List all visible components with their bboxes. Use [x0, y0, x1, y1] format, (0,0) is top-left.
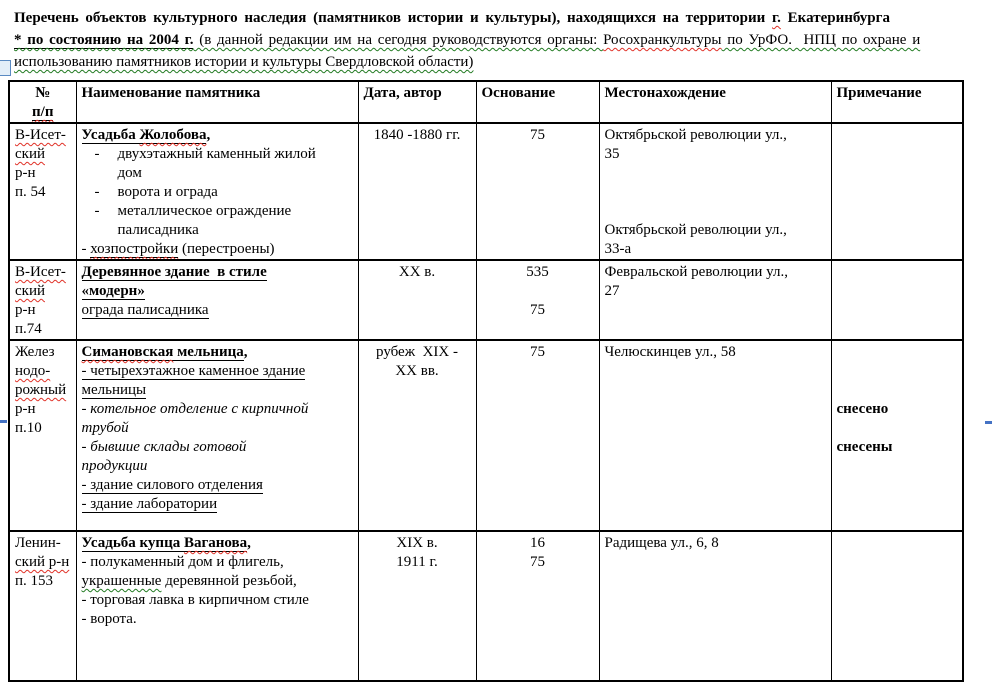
text-run: п. 54	[15, 184, 46, 200]
text-line	[15, 362, 71, 381]
text-line	[15, 282, 71, 301]
text-run: - здание силового отделения	[81, 477, 263, 493]
text-run: Симановская	[81, 344, 174, 360]
text-run: 35	[604, 146, 620, 162]
text-run: XX вв.	[395, 363, 439, 379]
text-line	[82, 282, 353, 301]
text-run: Челюскинцев ул., 58	[604, 344, 736, 360]
text-line	[82, 457, 353, 476]
table-move-handle-icon[interactable]	[0, 60, 11, 76]
cell-location-2[interactable]	[599, 260, 831, 340]
text-run: - полукаменный дом и флигель,	[81, 554, 284, 570]
text-line	[82, 84, 353, 103]
text-run: - торговая лавка в кирпичном стиле	[81, 592, 309, 608]
text-line	[15, 164, 71, 183]
text-run: мельница	[173, 344, 244, 360]
text-line	[82, 240, 353, 259]
text-run: ский р-н	[15, 554, 70, 570]
text-line	[605, 202, 826, 221]
text-run: №	[35, 85, 51, 101]
text-line	[482, 126, 594, 145]
cell-district-4[interactable]	[9, 531, 76, 681]
text-run: 16	[530, 535, 545, 551]
text-run: Ленин-	[15, 535, 61, 551]
text-line	[364, 263, 471, 282]
text-run: ,	[206, 127, 211, 143]
text-line	[605, 343, 826, 362]
header-location[interactable]	[599, 81, 831, 123]
text-line	[15, 343, 71, 362]
text-run: г.	[772, 10, 781, 26]
text-run: 75	[530, 127, 545, 143]
text-run: Желез	[15, 344, 55, 360]
table-row	[9, 123, 963, 260]
text-line	[837, 400, 958, 419]
text-run: дом	[117, 165, 142, 181]
text-run: р-н	[15, 401, 36, 417]
text-run: ,	[247, 535, 251, 551]
cell-district-3[interactable]	[9, 340, 76, 531]
text-line	[82, 263, 353, 282]
text-run: п. 153	[15, 573, 54, 589]
cell-district-2[interactable]	[9, 260, 76, 340]
text-run: по УрФО. НПЦ по охране и	[721, 32, 921, 48]
text-line	[15, 301, 71, 320]
document-title[interactable]	[14, 7, 988, 73]
text-run: В-Исет-	[15, 264, 66, 280]
text-line	[15, 263, 71, 282]
text-line	[14, 29, 988, 51]
text-run: деревянной резьбой,	[161, 573, 297, 589]
text-run: продукции	[81, 458, 148, 474]
text-line	[82, 419, 353, 438]
text-line	[15, 534, 71, 553]
text-run: рубеж XIX -	[376, 344, 458, 360]
text-run: ограда палисадника	[81, 302, 209, 318]
text-line	[14, 7, 988, 29]
text-run: р-н	[15, 302, 36, 318]
text-run: Февральской революции ул.,	[604, 264, 788, 280]
text-run: 1911 г.	[396, 554, 438, 570]
text-line	[605, 282, 826, 301]
text-line	[82, 610, 353, 629]
text-line	[837, 381, 958, 400]
text-run: 27	[604, 283, 620, 299]
text-run: использованию памятников истории и культуры Свердловской области)	[14, 54, 474, 70]
header-num[interactable]	[9, 81, 76, 123]
text-run: Дата, автор	[363, 85, 442, 101]
text-line	[605, 183, 826, 202]
text-line	[482, 343, 594, 362]
text-line	[82, 591, 353, 610]
cell-basis-2[interactable]	[476, 260, 599, 340]
text-run: Основание	[481, 85, 556, 101]
text-line	[364, 343, 471, 362]
text-run: - котельное отделение с кирпичной	[81, 401, 309, 417]
text-run: XX в.	[398, 264, 436, 280]
text-run: 75	[530, 554, 545, 570]
table-header-row	[9, 81, 963, 123]
cell-date-3[interactable]	[358, 340, 476, 531]
text-run: Местонахождение	[604, 85, 726, 101]
text-run: двухэтажный каменный жилой	[117, 146, 316, 162]
table-row	[9, 531, 963, 681]
text-run: XIX в.	[396, 535, 438, 551]
text-line	[605, 84, 826, 103]
text-run: палисадника	[117, 222, 199, 238]
text-line	[482, 263, 594, 282]
text-run: 33-а	[604, 241, 632, 257]
cell-date-4[interactable]	[358, 531, 476, 681]
text-line	[837, 419, 958, 438]
text-run: - четырехэтажное каменное здание	[81, 363, 306, 379]
cell-name-2[interactable]	[76, 260, 358, 340]
text-run: ,	[243, 344, 248, 360]
heritage-objects-table	[8, 80, 964, 682]
cell-name-1[interactable]	[76, 123, 358, 260]
text-line	[82, 362, 353, 381]
text-line	[364, 534, 471, 553]
text-line	[605, 126, 826, 145]
text-run: Радищева ул., 6, 8	[604, 535, 719, 551]
text-line	[605, 263, 826, 282]
text-line	[837, 343, 958, 362]
text-line	[82, 221, 353, 240]
left-margin-tick-icon	[0, 420, 7, 423]
text-line	[15, 84, 71, 103]
text-line	[82, 495, 353, 514]
text-run: -	[94, 146, 100, 162]
cell-name-3[interactable]	[76, 340, 358, 531]
text-line	[605, 240, 826, 259]
text-line	[82, 202, 353, 221]
header-name[interactable]	[76, 81, 358, 123]
text-line	[15, 126, 71, 145]
text-line	[605, 145, 826, 164]
text-run: ский	[15, 283, 45, 299]
text-run: рожный	[15, 382, 67, 398]
text-run: 535	[526, 264, 549, 280]
text-run: Росохранкультуры	[603, 32, 722, 48]
text-line	[837, 84, 958, 103]
cell-location-4[interactable]	[599, 531, 831, 681]
text-line	[82, 183, 353, 202]
table-row	[9, 340, 963, 531]
cell-note-3[interactable]	[831, 340, 963, 531]
text-line	[82, 145, 353, 164]
text-line	[364, 362, 471, 381]
text-run: В-Исет-	[15, 127, 66, 143]
text-run: * по состоянию на 2004 г.	[14, 32, 194, 48]
text-run: -	[94, 203, 100, 219]
cell-location-3[interactable]	[599, 340, 831, 531]
text-line	[482, 282, 594, 301]
text-line	[82, 534, 353, 553]
right-margin-tick-icon	[985, 421, 992, 424]
text-line	[482, 534, 594, 553]
text-line	[82, 381, 353, 400]
text-run: Деревянное здание в стиле	[81, 264, 267, 280]
text-line	[482, 301, 594, 320]
text-run: Наименование памятника	[81, 85, 261, 101]
cell-date-1[interactable]	[358, 123, 476, 260]
cell-basis-3[interactable]	[476, 340, 599, 531]
text-line	[82, 572, 353, 591]
text-line	[482, 84, 594, 103]
text-run: п/п	[32, 104, 54, 120]
text-run: (перестроены)	[178, 241, 275, 257]
text-run: «модерн»	[81, 283, 145, 299]
cell-note-2[interactable]	[831, 260, 963, 340]
text-line	[15, 572, 71, 591]
text-line	[14, 51, 988, 73]
text-line	[82, 164, 353, 183]
text-run: Екатеринбурга	[780, 10, 890, 26]
cell-location-1[interactable]	[599, 123, 831, 260]
text-run: -	[94, 184, 100, 200]
text-run: (в данной редакции им на сегодня руководствуются органы:	[193, 32, 604, 48]
cell-basis-1[interactable]	[476, 123, 599, 260]
text-line	[15, 183, 71, 202]
text-run: п.10	[15, 420, 42, 436]
header-date-author[interactable]	[358, 81, 476, 123]
cell-district-1[interactable]	[9, 123, 76, 260]
text-line	[364, 126, 471, 145]
text-line	[15, 145, 71, 164]
text-run: Примечание	[836, 85, 922, 101]
text-line	[837, 438, 958, 457]
cell-basis-4[interactable]	[476, 531, 599, 681]
text-line	[605, 534, 826, 553]
text-run: 75	[530, 302, 545, 318]
text-line	[15, 320, 71, 339]
text-run: снесены	[836, 439, 893, 455]
text-line	[482, 553, 594, 572]
cell-name-4[interactable]	[76, 531, 358, 681]
text-line	[15, 381, 71, 400]
text-run: Усадьба купца	[81, 535, 184, 551]
text-run: 1840 -1880 гг.	[373, 127, 461, 143]
text-run: - здание лаборатории	[81, 496, 218, 512]
text-line	[82, 553, 353, 572]
text-line	[82, 126, 353, 145]
text-run: р-н	[15, 165, 36, 181]
text-run: п.74	[15, 321, 42, 337]
text-line	[364, 84, 471, 103]
text-run: Октябрьской революции ул.,	[604, 127, 787, 143]
text-line	[15, 419, 71, 438]
header-basis[interactable]	[476, 81, 599, 123]
text-run: Усадьба	[81, 127, 140, 143]
text-line	[15, 553, 71, 572]
text-run: Жолобова	[139, 127, 207, 143]
text-run: ворота и ограда	[117, 184, 218, 200]
text-line	[82, 301, 353, 320]
text-run: металлическое ограждение	[117, 203, 292, 219]
cell-note-1[interactable]	[831, 123, 963, 260]
text-run: Ваганова	[183, 535, 248, 551]
header-note[interactable]	[831, 81, 963, 123]
text-line	[82, 343, 353, 362]
text-run: украшенные	[81, 573, 162, 589]
text-line	[364, 553, 471, 572]
text-line	[15, 103, 71, 122]
text-run: - ворота.	[81, 611, 137, 627]
text-run: снесено	[836, 401, 889, 417]
text-line	[82, 400, 353, 419]
text-run: хозпостройки	[90, 241, 179, 257]
text-run: ский	[15, 146, 45, 162]
cell-date-2[interactable]	[358, 260, 476, 340]
text-line	[605, 164, 826, 183]
text-run: Октябрьской революции ул.,	[604, 222, 787, 238]
text-run: нодо-	[15, 363, 51, 379]
text-run: трубой	[81, 420, 129, 436]
text-run: Перечень объектов культурного наследия (памятников истории и культуры), находящихся на территории	[14, 10, 773, 26]
text-run: - бывшие склады готовой	[81, 439, 247, 455]
text-run: -	[81, 241, 91, 257]
text-line	[837, 362, 958, 381]
text-line	[82, 476, 353, 495]
text-run: 75	[530, 344, 545, 360]
text-line	[15, 400, 71, 419]
text-line	[605, 221, 826, 240]
cell-note-4[interactable]	[831, 531, 963, 681]
table-row	[9, 260, 963, 340]
text-run: мельницы	[81, 382, 147, 398]
text-line	[82, 438, 353, 457]
